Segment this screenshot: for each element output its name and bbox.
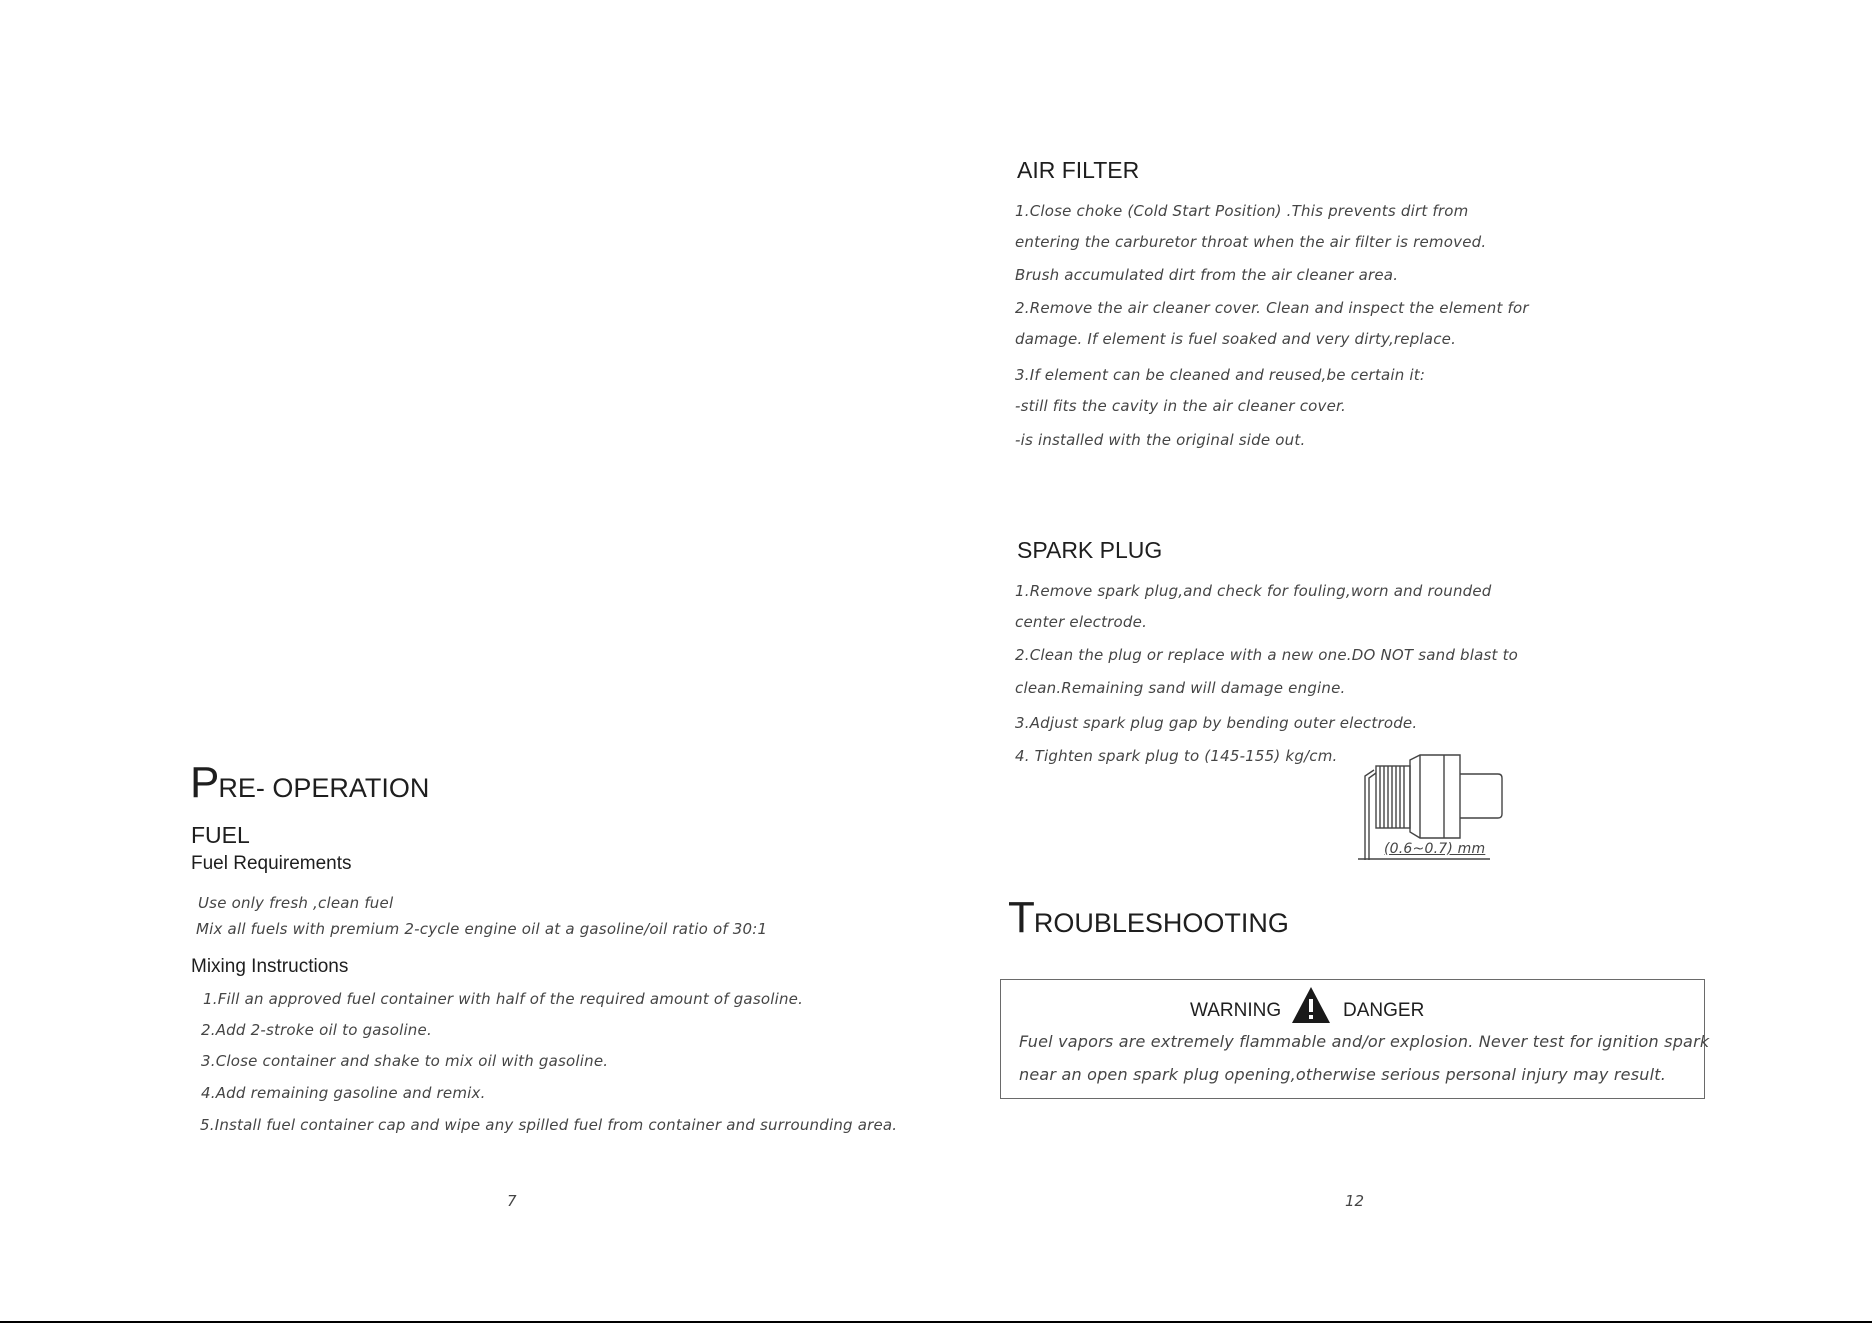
warning-triangle-icon (1290, 985, 1332, 1025)
spark-plug-line: center electrode. (1015, 613, 1148, 631)
air-filter-line: 1.Close choke (Cold Start Position) .This prevents dirt from (1015, 202, 1469, 220)
spark-plug-line: 2.Clean the plug or replace with a new one.DO NOT sand blast to (1015, 646, 1519, 664)
air-filter-line: 3.If element can be cleaned and reused,be certain it: (1015, 366, 1426, 384)
mixing-step: 5.Install fuel container cap and wipe any spilled fuel from container and surrounding area. (200, 1116, 898, 1134)
fuel-requirement-line: Use only fresh ,clean fuel (198, 894, 394, 912)
pre-operation-title (190, 758, 429, 808)
fuel-heading: FUEL (191, 822, 250, 848)
warning-text-line: near an open spark plug opening,otherwise serious personal injury may result. (1019, 1065, 1666, 1084)
spark-plug-line: 3.Adjust spark plug gap by bending outer electrode. (1015, 714, 1418, 732)
warning-label: WARNING (1190, 1000, 1282, 1021)
mixing-step: 2.Add 2-stroke oil to gasoline. (201, 1021, 432, 1039)
spark-plug-line: clean.Remaining sand will damage engine. (1015, 679, 1346, 697)
mixing-step: 4.Add remaining gasoline and remix. (201, 1084, 486, 1102)
air-filter-line: -still fits the cavity in the air cleaner cover. (1015, 397, 1347, 415)
pre-operation-title-initial: P (190, 758, 219, 807)
air-filter-heading: AIR FILTER (1017, 157, 1140, 183)
fuel-requirements-heading: Fuel Requirements (191, 853, 352, 874)
air-filter-line: entering the carburetor throat when the air filter is removed. (1015, 233, 1487, 251)
troubleshooting-title-initial: T (1008, 893, 1034, 942)
air-filter-line: 2.Remove the air cleaner cover. Clean and inspect the element for (1015, 299, 1529, 317)
pre-operation-title-rest: RE- OPERATION (218, 773, 430, 803)
page-number-left: 7 (507, 1192, 517, 1210)
spark-plug-line: 4. Tighten spark plug to (145-155) kg/cm. (1015, 747, 1338, 765)
mixing-step: 3.Close container and shake to mix oil with gasoline. (201, 1052, 609, 1070)
mixing-instructions-heading: Mixing Instructions (191, 956, 349, 977)
warning-text-line: Fuel vapors are extremely flammable and/or explosion. Never test for ignition spark (1019, 1032, 1710, 1051)
page-number-right: 12 (1345, 1192, 1365, 1210)
troubleshooting-title-rest: ROUBLESHOOTING (1033, 908, 1289, 938)
spark-plug-heading: SPARK PLUG (1017, 537, 1163, 563)
spark-plug-gap-label: (0.6~0.7) mm (1384, 841, 1486, 857)
spark-plug-line: 1.Remove spark plug,and check for fouling,worn and rounded (1015, 582, 1492, 600)
mixing-step: 1.Fill an approved fuel container with half of the required amount of gasoline. (203, 990, 804, 1008)
air-filter-line: damage. If element is fuel soaked and very dirty,replace. (1015, 330, 1457, 348)
air-filter-line: Brush accumulated dirt from the air cleaner area. (1015, 266, 1399, 284)
fuel-requirement-line: Mix all fuels with premium 2-cycle engine oil at a gasoline/oil ratio of 30:1 (196, 920, 768, 938)
air-filter-line: -is installed with the original side out. (1015, 431, 1306, 449)
danger-label: DANGER (1343, 1000, 1425, 1021)
warning-box (1000, 979, 1710, 1099)
troubleshooting-title (1008, 893, 1289, 943)
